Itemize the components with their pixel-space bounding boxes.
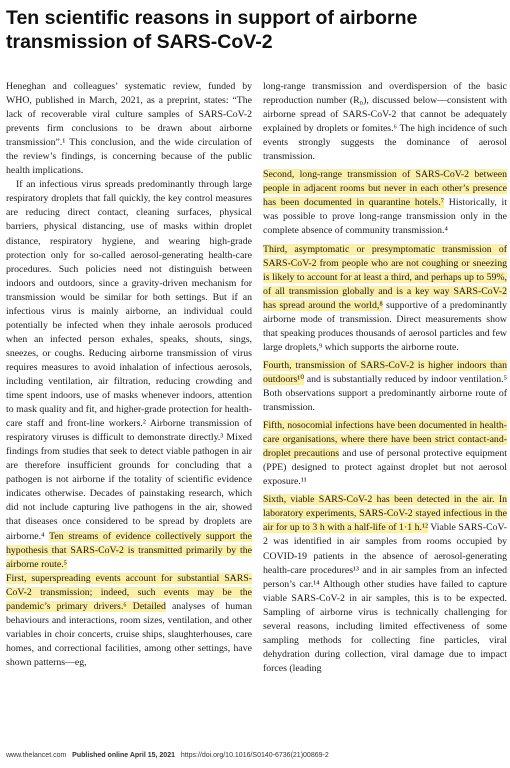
footer-doi-link[interactable]: https://doi.org/10.1016/S0140-6736(21)00869-2 bbox=[180, 752, 329, 759]
reason-5-text: and use of personal protective equipment (PPE) designed to protect against droplet but not aerosol exposure.¹¹ bbox=[263, 448, 508, 488]
reason-2-text: Historically, it was possible to prove long-range transmission only in the complete absence of community transmission.⁴ bbox=[263, 197, 507, 237]
footer-site: www.thelancet.com bbox=[6, 752, 67, 759]
paragraph-intro: Heneghan and colleagues’ systematic review, funded by WHO, published in March, 2021, as a preprint, states: “The lack of recoverable viral culture samples of SARS-CoV-2 prevents firm conclusions to be drawn about airborne transmission”.¹ This conclusion, and the wide circulation of the review’s findings, is concerning because of the public health implications. bbox=[6, 81, 252, 177]
page-footer bbox=[6, 752, 506, 759]
highlight-reason-1: First, superspreading events account for substantial SARS-CoV-2 transmission; indeed, such events may be the pandemic’s primary drivers.⁶ Detailed bbox=[6, 572, 252, 612]
highlight-reason-2: Second, long-range transmission of SARS-CoV-2 between people in adjacent rooms but never in each other’s presence has been documented in quarantine hotels.⁷ bbox=[263, 169, 507, 209]
reason-4-text: and is substantially reduced by indoor ventilation.⁵ Both observations support a predominantly airborne route of transmission. bbox=[263, 373, 507, 414]
paragraph-reason-3 bbox=[263, 243, 507, 355]
highlight-reason-4: Fourth, transmission of SARS-CoV-2 is higher indoors than outdoors¹⁰ bbox=[263, 359, 507, 385]
paragraph-reason-4 bbox=[263, 359, 507, 415]
highlight-ten-streams: Ten streams of evidence collectively support the hypothesis that SARS-CoV-2 is transmitted primarily by the airborne route.⁵ bbox=[6, 530, 252, 570]
reason-6-text: Viable SARS-CoV-2 was identified in air samples from rooms occupied by COVID-19 patients in the absence of aerosol-generating health-care procedures¹³ and in air samples from an infected person’s car.¹⁴ Although other studies have failed to capture viable SARS-CoV-2 in air samples, this is to be expected. Sampling of airborne virus is technically challenging for several reasons, including limited effectiveness of some sampling methods for collecting fine particles, viral dehydration during collection, viral damage due to impact forces (leading bbox=[263, 522, 507, 674]
paragraph-transmission-mechanisms bbox=[6, 178, 252, 571]
paragraph-text: If an infectious virus spreads predominantly through large respiratory droplets that fall quickly, the key control measures are reducing direct contact, cleaning surfaces, physical barriers, physical distancing, use of masks within droplet distance, respiratory hygiene, and wearing high-grade protection only for so-called aerosol-generating health-care procedures. Such policies need not distinguish between indoors and outdoors, since a gravity-driven mechanism for transmission would be similar for both settings. But if an infectious virus is mainly airborne, an individual could potentially be infected when they inhale aerosols produced when an infected person exhales, speaks, shouts, sings, sneezes, or coughs. Reducing airborne transmission of virus requires measures to avoid inhalation of infectious aerosols, including ventilation, air filtration, reducing crowding and time spent indoors, use of masks whenever indoors, attention to mask quality and fit, and higher-grade protection for health-care staff and front-line workers.² Airborne transmission of respiratory viruses is difficult to demonstrate directly.³ Mixed findings from studies that seek to detect viable pathogen in air are therefore insufficient grounds for concluding that a pathogen is not airborne if the totality of scientific evidence indicates otherwise. Decades of painstaking research, which did not include capturing live pathogens in the air, showed that diseases once considered to be spread by droplets are airborne.⁴ bbox=[6, 179, 252, 542]
footer-published: Published online April 15, 2021 bbox=[72, 752, 175, 759]
paragraph-reason-6 bbox=[263, 493, 507, 676]
paragraph-continuation: long-range transmission and overdispersion of the basic reproduction number (R₀), discussed below—consistent with airborne spread of SARS-CoV-2 that cannot be adequately explained by droplets or fomites.⁶ The high incidence of such events strongly suggests the dominance of aerosol transmission. bbox=[263, 81, 507, 163]
reason-3-text: supportive of a predominantly airborne mode of transmission. Direct measurements show that speaking produces thousands of aerosol particles and few large droplets,⁹ which supports the airborne route. bbox=[263, 299, 507, 353]
highlight-reason-3: Third, asymptomatic or presymptomatic transmission of SARS-CoV-2 from people who are not coughing or sneezing is likely to account for at least a third, and perhaps up to 59%, of all transmission globally and is a key way SARS-CoV-2 has spread around the world,⁸ bbox=[263, 243, 507, 311]
paragraph-reason-5 bbox=[263, 419, 507, 489]
paragraph-reason-1 bbox=[6, 572, 252, 670]
article-title: Ten scientific reasons in support of airborne transmission of SARS-CoV-2 bbox=[6, 7, 418, 53]
highlight-reason-5: Fifth, nosocomial infections have been documented in health-care organisations, where there have been strict contact-and-droplet precautions bbox=[263, 420, 507, 460]
right-column bbox=[263, 80, 507, 676]
left-column bbox=[6, 80, 252, 670]
highlight-reason-6: Sixth, viable SARS-CoV-2 has been detected in the air. In laboratory experiments, SARS-CoV-2 stayed infectious in the air for up to 3 h with a half-life of 1·1 h.¹² bbox=[263, 494, 507, 534]
paragraph-reason-2 bbox=[263, 168, 507, 238]
reason-1-text: analyses of human behaviours and interactions, room sizes, ventilation, and other variables in choir concerts, cruise ships, slaughterhouses, care homes, and correctional facilities, among other settings, have shown patterns—eg, bbox=[6, 600, 252, 668]
